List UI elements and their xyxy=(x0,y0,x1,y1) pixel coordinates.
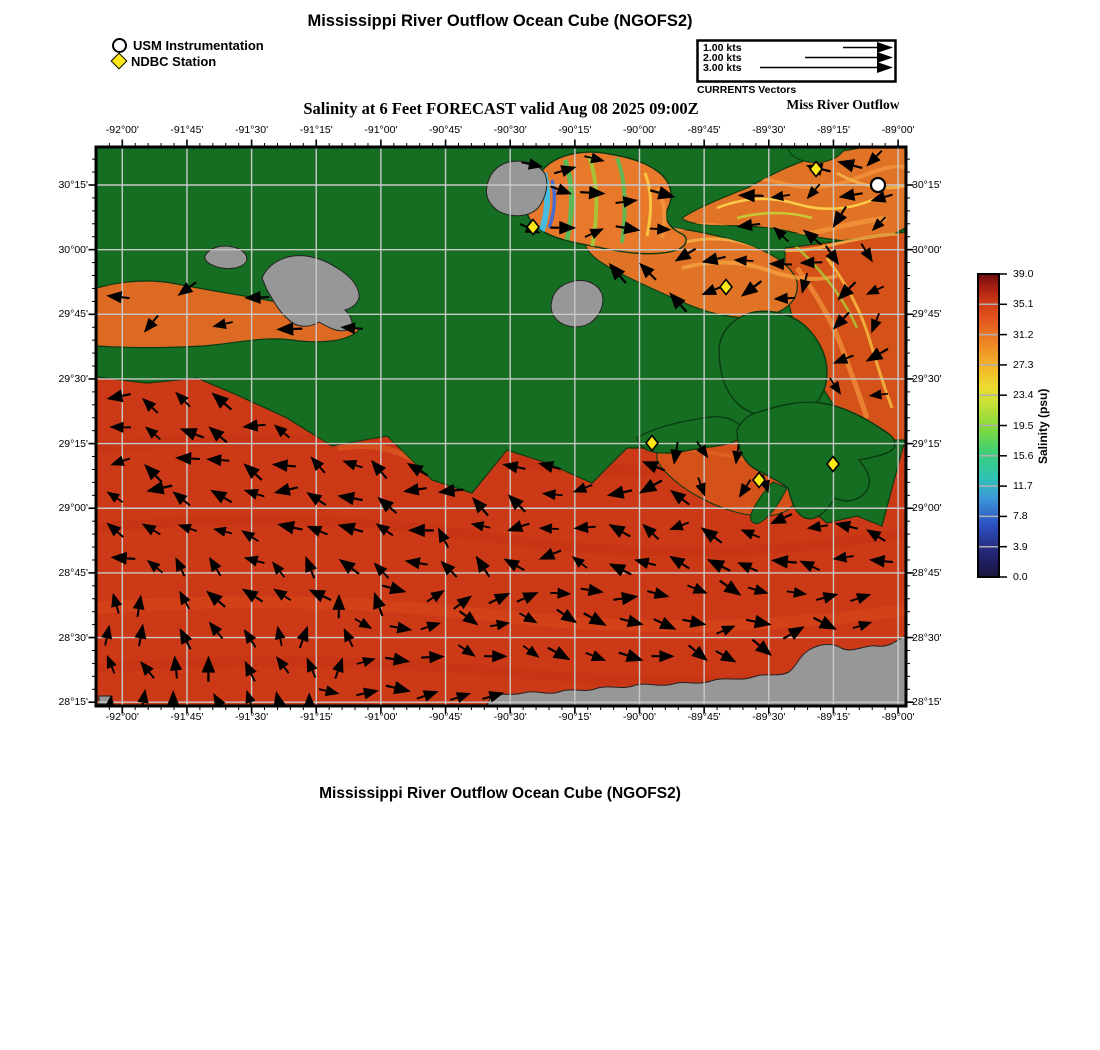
colorbar-tick-label: 0.0 xyxy=(1013,571,1028,583)
lon-tick-label: -89°15' xyxy=(816,124,850,136)
lon-tick-label: -92°00' xyxy=(105,711,139,723)
forecast-subtitle: Salinity at 6 Feet FORECAST valid Aug 08 2025 09:00Z xyxy=(303,99,699,118)
lon-tick-label: -89°00' xyxy=(881,124,915,136)
lat-tick-label: 29°00' xyxy=(58,502,88,515)
lon-tick-label: -89°45' xyxy=(687,711,721,723)
lat-tick-label: 30°00' xyxy=(912,243,942,256)
lon-tick-label: -90°15' xyxy=(558,124,592,136)
legend-item-usm xyxy=(112,37,264,53)
lat-tick-label: 29°45' xyxy=(58,308,88,321)
vector-scale-caption: CURRENTS Vectors xyxy=(697,84,797,96)
lat-tick-label: 30°15' xyxy=(912,179,942,191)
markers-legend xyxy=(112,37,264,69)
diamond-marker-icon xyxy=(111,53,128,70)
lon-tick-label: -90°00' xyxy=(622,124,657,136)
vector-scale-labels xyxy=(703,43,742,73)
lat-tick-label: 28°45' xyxy=(912,566,942,579)
legend-item-ndbc xyxy=(112,53,264,69)
colorbar-tick-label: 7.8 xyxy=(1013,510,1028,523)
lat-tick-label: 28°15' xyxy=(58,696,88,709)
lon-tick-label: -92°00' xyxy=(105,124,139,136)
colorbar-tick-label: 39.0 xyxy=(1013,268,1034,280)
colorbar-tick-label: 31.2 xyxy=(1013,328,1034,341)
lat-tick-label: 29°15' xyxy=(912,437,942,450)
lon-tick-label: -90°30' xyxy=(493,711,527,723)
lon-tick-label: -91°00' xyxy=(364,124,398,136)
circle-marker-icon xyxy=(112,38,127,53)
legend-label: NDBC Station xyxy=(131,53,217,69)
lon-tick-label: -89°30' xyxy=(752,124,786,136)
lon-tick-label: -91°45' xyxy=(170,711,204,723)
page-title: Mississippi River Outflow Ocean Cube (NGOFS2) xyxy=(307,12,693,30)
lat-tick-label: 28°30' xyxy=(912,631,942,644)
lat-tick-label: 29°00' xyxy=(912,502,942,515)
colorbar-tick-label: 3.9 xyxy=(1013,540,1028,553)
lon-tick-label: -89°00' xyxy=(881,711,915,723)
lat-tick-label: 30°00' xyxy=(58,243,88,256)
lat-tick-label: 29°15' xyxy=(58,437,88,450)
colorbar-tick-label: 15.6 xyxy=(1013,449,1034,462)
lat-tick-label: 28°30' xyxy=(58,631,88,644)
lat-tick-label: 29°30' xyxy=(58,372,88,385)
vector-scale-row: 2.00 kts xyxy=(703,52,742,64)
lon-tick-label: -90°00' xyxy=(622,711,657,723)
footer-title: Mississippi River Outflow Ocean Cube (NGOFS2) xyxy=(319,785,681,802)
lat-tick-label: 28°45' xyxy=(58,566,88,579)
colorbar-tick-label: 19.5 xyxy=(1013,419,1034,432)
lat-tick-label: 29°45' xyxy=(912,308,942,321)
vector-scale-row: 3.00 kts xyxy=(703,62,742,74)
lat-tick-label: 28°15' xyxy=(912,696,942,709)
lon-tick-label: -91°15' xyxy=(299,711,333,723)
lon-tick-label: -90°30' xyxy=(493,124,527,136)
colorbar-tick-label: 23.4 xyxy=(1013,389,1034,402)
lon-tick-label: -91°15' xyxy=(299,124,333,136)
colorbar-axis-title: Salinity (psu) xyxy=(1036,388,1050,464)
lon-tick-label: -89°30' xyxy=(752,711,786,723)
map-canvas xyxy=(97,147,905,719)
lon-tick-label: -90°45' xyxy=(429,124,463,136)
colorbar-tick-label: 11.7 xyxy=(1013,480,1033,493)
region-label: Miss River Outflow xyxy=(786,97,900,112)
lon-tick-label: -91°30' xyxy=(235,711,269,723)
lat-tick-label: 29°30' xyxy=(912,372,942,385)
lon-tick-label: -91°45' xyxy=(170,124,204,136)
lon-tick-label: -91°00' xyxy=(364,711,398,723)
lon-tick-label: -90°45' xyxy=(429,711,463,723)
lon-tick-label: -89°45' xyxy=(687,124,721,136)
lon-tick-label: -90°15' xyxy=(558,711,592,723)
lon-tick-label: -89°15' xyxy=(816,711,850,723)
lon-tick-label: -91°30' xyxy=(235,124,269,136)
usm-station-marker xyxy=(871,178,885,192)
legend-label: USM Instrumentation xyxy=(133,37,264,53)
lat-tick-label: 30°15' xyxy=(58,179,88,191)
vector-scale-row: 1.00 kts xyxy=(703,42,742,54)
colorbar-tick-label: 27.3 xyxy=(1013,358,1034,371)
colorbar-tick-label: 35.1 xyxy=(1013,298,1034,311)
